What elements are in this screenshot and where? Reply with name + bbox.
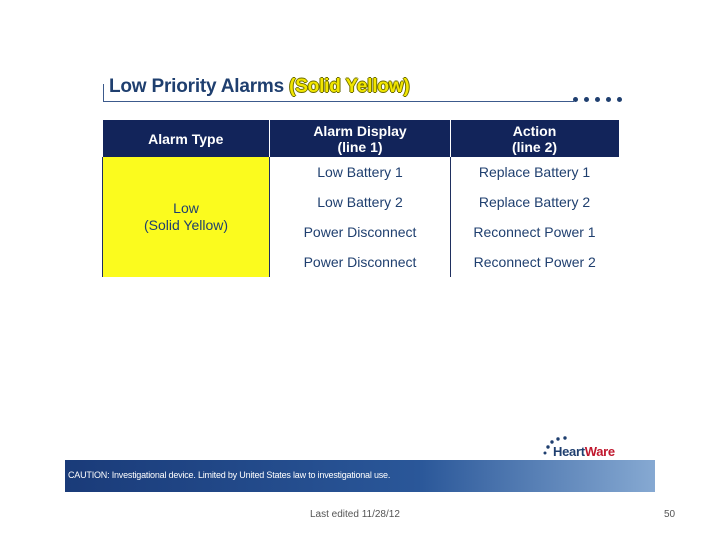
page-number: 50	[664, 509, 676, 520]
header-alarm-display-line1: Alarm Display	[313, 122, 407, 139]
heartware-logo	[553, 444, 615, 459]
slide-title	[109, 76, 409, 98]
header-alarm-type: Alarm Type	[103, 120, 270, 157]
alarm-type-cell	[103, 157, 270, 277]
header-action	[451, 120, 619, 157]
dot	[584, 97, 589, 102]
dot	[606, 97, 611, 102]
header-action-line2: (line 2)	[511, 138, 558, 155]
slide-title-highlight: (Solid Yellow)	[289, 76, 410, 97]
action-cell: Reconnect Power 1	[473, 224, 596, 240]
logo-part1: Heart	[553, 444, 585, 459]
caution-text: CAUTION: Investigational device. Limited by United States law to investigational use.	[68, 470, 391, 480]
slide-title-main: Low Priority Alarms	[109, 76, 284, 97]
alarm-display-cell: Low Battery 1	[270, 157, 451, 187]
alarm-type-line1: Low	[173, 200, 199, 216]
alarm-table	[102, 120, 619, 277]
alarm-display-cell: Low Battery 2	[270, 187, 451, 217]
dot	[617, 97, 622, 102]
title-rule-vertical	[103, 84, 104, 102]
dot	[595, 97, 600, 102]
table-header-row	[103, 120, 619, 157]
alarm-type-line2: (Solid Yellow)	[143, 217, 229, 233]
action-cell: Replace Battery 1	[478, 164, 591, 180]
table-row	[103, 157, 619, 187]
header-alarm-display	[270, 120, 451, 157]
alarm-display-cell: Power Disconnect	[270, 217, 451, 247]
header-action-line1: Action	[512, 122, 557, 139]
title-underline	[104, 101, 574, 102]
title-dots	[573, 97, 628, 105]
alarm-display-cell: Power Disconnect	[270, 247, 451, 277]
dot	[573, 97, 578, 102]
logo-part2: Ware	[584, 444, 615, 459]
action-cell: Reconnect Power 2	[473, 254, 596, 270]
action-cell: Replace Battery 2	[478, 194, 591, 210]
header-alarm-display-line2: (line 1)	[337, 138, 383, 155]
last-edited: Last edited 11/28/12	[310, 509, 400, 520]
